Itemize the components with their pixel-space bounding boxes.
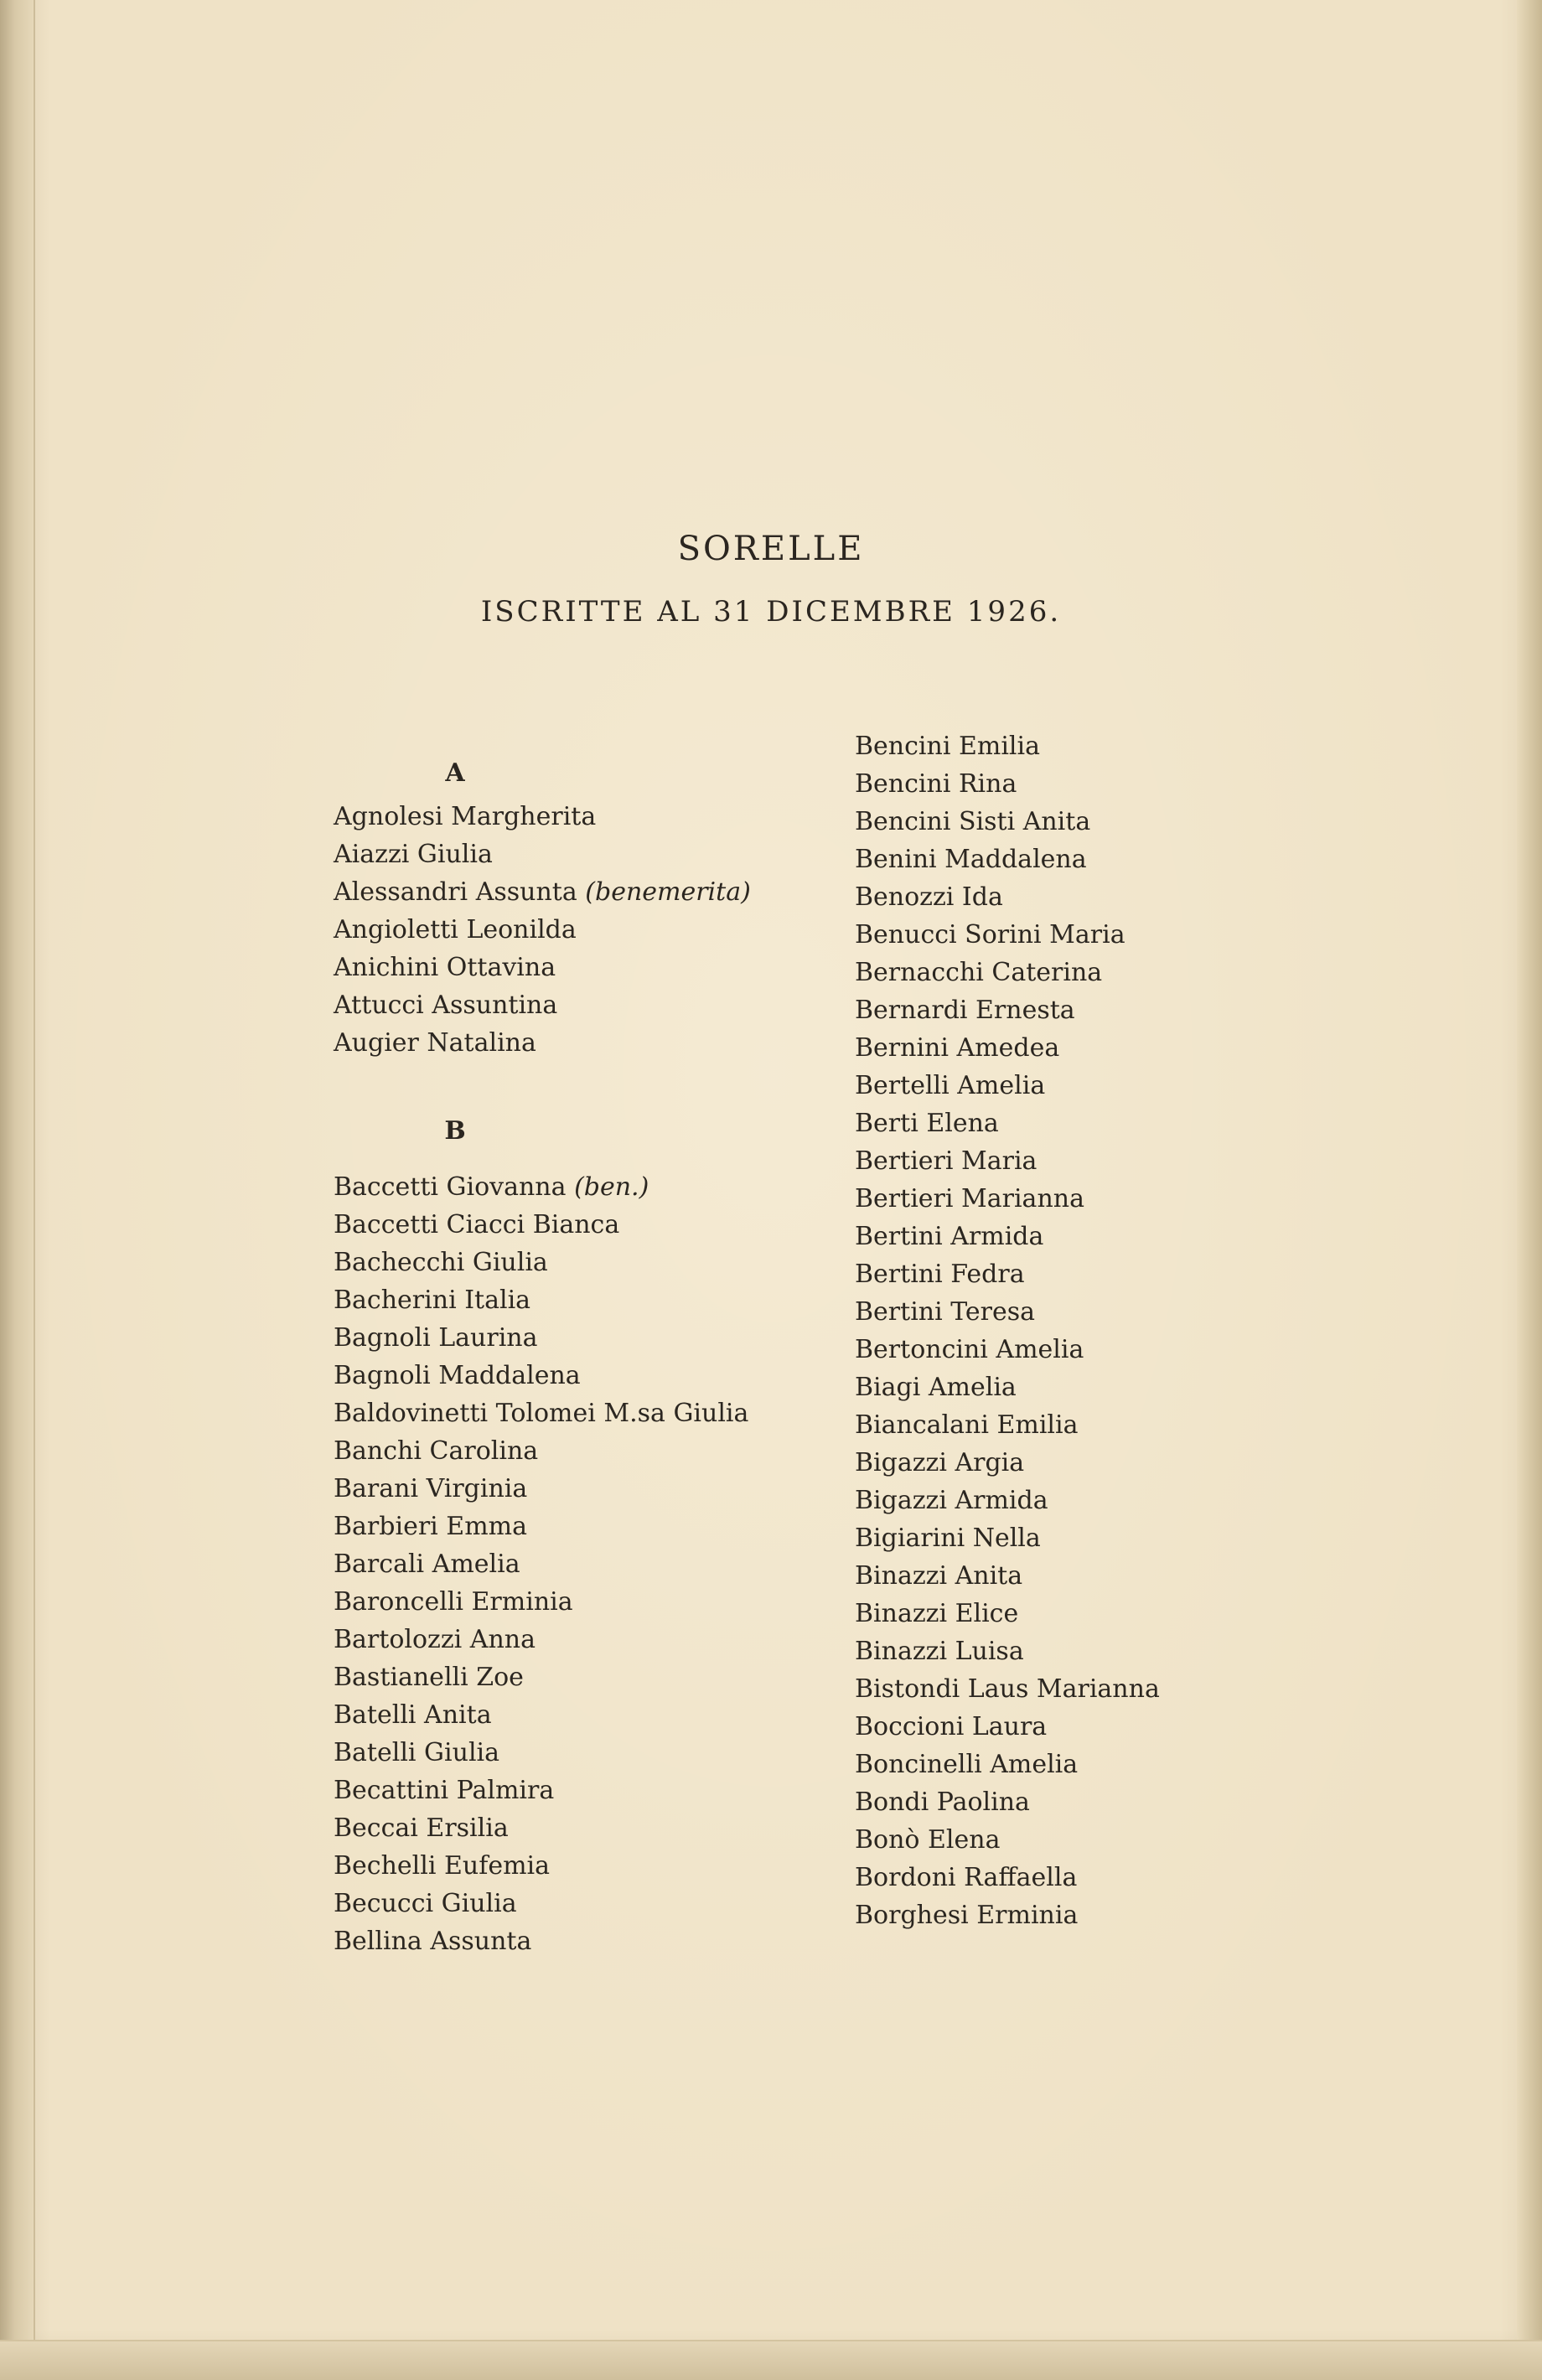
list-item: Angioletti Leonilda (334, 915, 577, 944)
list-item: Binazzi Anita (855, 1561, 1023, 1591)
list-item: Barcali Amelia (334, 1550, 520, 1579)
page-bottom-edge (0, 2340, 1542, 2380)
list-item: Biagi Amelia (855, 1373, 1017, 1402)
page-left-edge (0, 0, 35, 2380)
list-item: Bachecchi Giulia (334, 1248, 548, 1277)
list-item: Baccetti Ciacci Bianca (334, 1210, 620, 1239)
list-item: Boncinelli Amelia (855, 1750, 1079, 1779)
list-item: Bacherini Italia (334, 1286, 531, 1315)
list-item: Bigazzi Armida (855, 1486, 1048, 1515)
page-subtitle: ISCRITTE AL 31 DICEMBRE 1926. (480, 595, 1062, 629)
list-item: Bertieri Maria (855, 1146, 1037, 1176)
list-item-note: (ben.) (574, 1172, 649, 1202)
list-item: Benini Maddalena (855, 845, 1087, 874)
list-item-note: (benemerita) (585, 877, 751, 907)
list-item: Binazzi Luisa (855, 1637, 1024, 1666)
list-item: Aiazzi Giulia (334, 840, 493, 869)
list-item: Bertieri Marianna (855, 1184, 1084, 1213)
list-item: Batelli Anita (334, 1700, 492, 1730)
list-item: Benucci Sorini Maria (855, 920, 1125, 949)
list-item: Bertelli Amelia (855, 1071, 1046, 1100)
list-item: Barbieri Emma (334, 1512, 527, 1541)
list-item: Biancalani Emilia (855, 1410, 1079, 1440)
list-item: Batelli Giulia (334, 1738, 500, 1767)
list-item: Bastianelli Zoe (334, 1663, 524, 1692)
list-item: Augier Natalina (334, 1028, 536, 1058)
list-item: Bertoncini Amelia (855, 1335, 1084, 1364)
list-item: Beccai Ersilia (334, 1813, 509, 1843)
list-item: Baroncelli Erminia (334, 1587, 573, 1617)
list-item: Bagnoli Laurina (334, 1323, 538, 1353)
list-item: Becattini Palmira (334, 1776, 555, 1805)
list-item: Bernardi Ernesta (855, 996, 1075, 1025)
list-item: Bordoni Raffaella (855, 1863, 1078, 1892)
list-item: Becucci Giulia (334, 1889, 517, 1918)
section-a-list (334, 798, 836, 1062)
list-item: Bernini Amedea (855, 1033, 1060, 1063)
list-item: Bencini Emilia (855, 732, 1040, 761)
list-item: Bistondi Laus Marianna (855, 1674, 1160, 1704)
list-item: Bartolozzi Anna (334, 1625, 536, 1654)
list-item: Bertini Teresa (855, 1297, 1036, 1327)
list-item: Barani Virginia (334, 1474, 528, 1503)
list-item: Bertini Fedra (855, 1260, 1025, 1289)
list-item: Bencini Rina (855, 769, 1017, 799)
list-item: Bagnoli Maddalena (334, 1361, 581, 1390)
list-item: Baccetti Giovanna (ben.) (334, 1172, 649, 1202)
list-item: Bellina Assunta (334, 1927, 532, 1956)
list-item: Berti Elena (855, 1109, 999, 1138)
right-column (855, 727, 1374, 1934)
list-item: Bernacchi Caterina (855, 958, 1103, 987)
section-b-right-list (855, 727, 1374, 1934)
list-item: Binazzi Elice (855, 1599, 1019, 1628)
list-item: Bigiarini Nella (855, 1524, 1041, 1553)
list-item: Banchi Carolina (334, 1436, 539, 1466)
page-right-edge (1517, 0, 1542, 2380)
section-letter-a: A (445, 758, 465, 788)
list-item: Bigazzi Argia (855, 1448, 1025, 1477)
list-item: Bechelli Eufemia (334, 1851, 551, 1881)
list-item: Baldovinetti Tolomei M.sa Giulia (334, 1399, 749, 1428)
list-item: Attucci Assuntina (334, 991, 558, 1020)
list-item: Boccioni Laura (855, 1712, 1048, 1741)
list-item: Anichini Ottavina (334, 953, 556, 982)
page-title: SORELLE (677, 530, 865, 568)
left-column (334, 758, 836, 1960)
list-item: Bonò Elena (855, 1825, 1001, 1855)
section-b-left-list (334, 1168, 836, 1960)
list-item: Bencini Sisti Anita (855, 807, 1091, 836)
list-item: Agnolesi Margherita (334, 802, 597, 831)
list-item: Alessandri Assunta (benemerita) (334, 877, 751, 907)
list-item: Borghesi Erminia (855, 1901, 1079, 1930)
section-letter-b: B (444, 1116, 466, 1146)
list-item: Bertini Armida (855, 1222, 1044, 1251)
list-item: Bondi Paolina (855, 1788, 1030, 1817)
list-item: Benozzi Ida (855, 882, 1003, 912)
